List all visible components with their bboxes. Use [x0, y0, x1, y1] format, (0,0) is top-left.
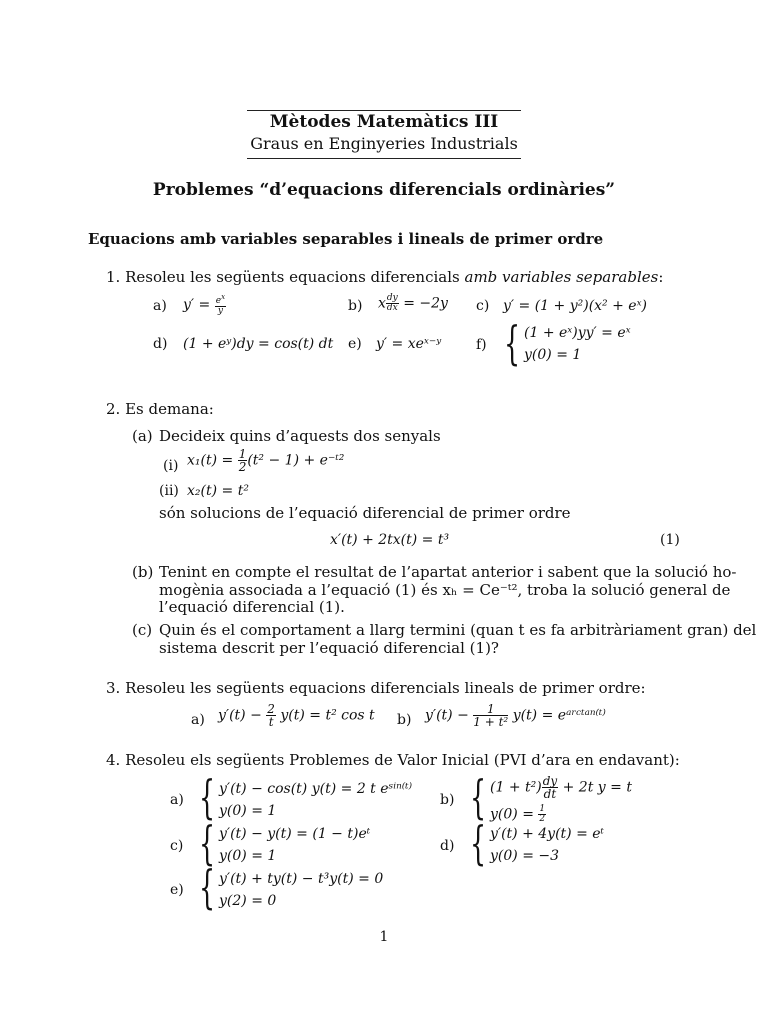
problem-number: 3. [106, 679, 121, 697]
eq-i-rest: (t² − 1) + e⁻ᵗ² [247, 452, 345, 469]
colon: : [658, 268, 664, 286]
problem-text: Resoleu les següents equacions diferencials [125, 268, 460, 286]
header-rule-top [247, 110, 521, 111]
eq-right: y(t) = eᵃʳᶜᵗᵃⁿ⁽ᵗ⁾ [512, 707, 606, 724]
label-a: a) [153, 298, 167, 314]
part-b-line1: Tenint en compte el resultat de l’apartat anterior i sabent que la solució ho- [159, 563, 737, 581]
part-c-label: (c) [132, 621, 153, 639]
p4-d-line2: y(0) = −3 [490, 848, 560, 864]
label-e: e) [348, 336, 362, 352]
part-b-label: (b) [132, 563, 154, 581]
p4-c-line1: y′(t) − y(t) = (1 − t)eᵗ [219, 826, 371, 842]
equation-d: (1 + eʸ)dy = cos(t) dt [183, 336, 334, 352]
p4-label-e: e) [170, 882, 184, 898]
p4-c-line2: y(0) = 1 [219, 848, 277, 864]
document-title: Problemes “d’equacions diferencials ordinàries” [152, 180, 616, 200]
item-i-label: (i) [163, 458, 179, 474]
page-number: 1 [379, 929, 389, 945]
equation-e: y′ = xeˣ⁻ʸ [376, 336, 442, 352]
p4-b-line2 [490, 805, 546, 824]
equation-number: (1) [660, 532, 680, 548]
problem-emphasis: amb variables separables [464, 268, 659, 286]
eq-left: y′(t) − [218, 707, 262, 724]
fraction-one-half: $\frac{1}{2}$ [539, 804, 546, 824]
header-rule-bottom [247, 158, 521, 159]
fraction-ex-over-y: $\frac{e^x}{y}$ [215, 293, 226, 316]
eq-left: y(0) = [490, 806, 534, 823]
fraction-1-over-1-plus-t2: $\frac{1}{\text{1 + t²}}$ [473, 702, 509, 729]
problem-3 [106, 679, 646, 697]
ode-equation: x′(t) + 2tx(t) = t³ [330, 532, 450, 548]
p4-label-c: c) [170, 838, 184, 854]
label-b: b) [348, 298, 363, 314]
eq-left: y′(t) − [425, 707, 469, 724]
eq-right: y(t) = t² cos t [280, 707, 375, 724]
brace-b: { [470, 770, 487, 824]
eq-i-lhs: x₁(t) = [187, 452, 234, 469]
equation-c: y′ = (1 + y²)(x² + eˣ) [503, 298, 648, 314]
part-b-line3: l’equació diferencial (1). [159, 598, 345, 616]
problem-1 [106, 268, 663, 286]
problem-text: Resoleu les següents equacions diferencials lineals de primer ordre: [125, 679, 646, 697]
equation-b: x $\frac{dy}{dx}$ = −2y [378, 293, 448, 313]
p4-b-line1 [490, 775, 632, 800]
label-c: c) [476, 298, 490, 314]
eq-right: + 2t y = t [562, 779, 632, 796]
problem-2 [106, 400, 214, 418]
p3-equation-a [218, 703, 375, 728]
fraction-2-over-t: $\frac{2}{t}$ [267, 702, 275, 729]
p4-e-line1: y′(t) + ty(t) − t³y(t) = 0 [219, 871, 384, 887]
eq-left: (1 + t²) [490, 779, 542, 796]
p4-a-line1: y′(t) − cos(t) y(t) = 2 t eˢⁱⁿ⁽ᵗ⁾ [219, 781, 413, 797]
brace-e: { [199, 860, 216, 914]
item-ii-label: (ii) [159, 483, 179, 499]
problem-number: 1. [106, 268, 121, 286]
brace-d: { [470, 816, 487, 870]
problem-text: Resoleu els següents Problemes de Valor Inicial (PVI d’ara en endavant): [125, 751, 680, 769]
p4-label-a: a) [170, 792, 184, 808]
part-a-text: Decideix quins d’aquests dos senyals [159, 427, 441, 445]
equation-f-line2: y(0) = 1 [524, 347, 582, 363]
item-ii-equation: x₂(t) = t² [187, 483, 249, 499]
brace-a: { [199, 770, 216, 824]
p3-label-a: a) [191, 712, 205, 728]
p4-d-line1: y′(t) + 4y(t) = eᵗ [490, 826, 605, 842]
p4-e-line2: y(2) = 0 [219, 893, 277, 909]
course-title: Mètodes Matemàtics III [269, 112, 499, 132]
solutions-text: són solucions de l’equació diferencial de primer ordre [159, 504, 571, 522]
part-a-label: (a) [132, 427, 153, 445]
p4-a-line2: y(0) = 1 [219, 803, 277, 819]
fraction-dy-dt: $\frac{dy}{dt}$ [542, 774, 558, 801]
problem-text: Es demana: [125, 400, 214, 418]
eq-b-rhs: = −2y [403, 295, 448, 312]
p4-label-b: b) [440, 792, 455, 808]
label-d: d) [153, 336, 168, 352]
p3-label-b: b) [397, 712, 412, 728]
equation-f-line1: (1 + eˣ)yy′ = eˣ [524, 325, 631, 341]
fraction-dy-dx: $\frac{dy}{dx}$ [386, 293, 398, 313]
eq-a-lhs: y′ = [183, 297, 211, 313]
brace-c: { [199, 816, 216, 870]
brace-f: { [504, 316, 521, 370]
section-title: Equacions amb variables separables i lineals de primer ordre [88, 230, 604, 248]
degree-subtitle: Graus en Enginyeries Industrials [250, 134, 518, 153]
label-f: f) [476, 337, 487, 353]
p3-equation-b [425, 703, 606, 728]
p4-label-d: d) [440, 838, 455, 854]
part-c-line1: Quin és el comportament a llarg termini (quan t es fa arbitràriament gran) del [159, 621, 757, 639]
part-b-line2: mogènia associada a l’equació (1) és xₕ = Ce⁻ᵗ², troba la solució general de [159, 581, 731, 599]
problem-number: 4. [106, 751, 121, 769]
fraction-one-half: $\frac{1}{2}$ [238, 447, 247, 474]
part-c-line2: sistema descrit per l’equació diferencial (1)? [159, 639, 499, 657]
item-i-equation [187, 448, 344, 473]
problem-number: 2. [106, 400, 121, 418]
problem-4 [106, 751, 680, 769]
equation-a [183, 294, 226, 316]
